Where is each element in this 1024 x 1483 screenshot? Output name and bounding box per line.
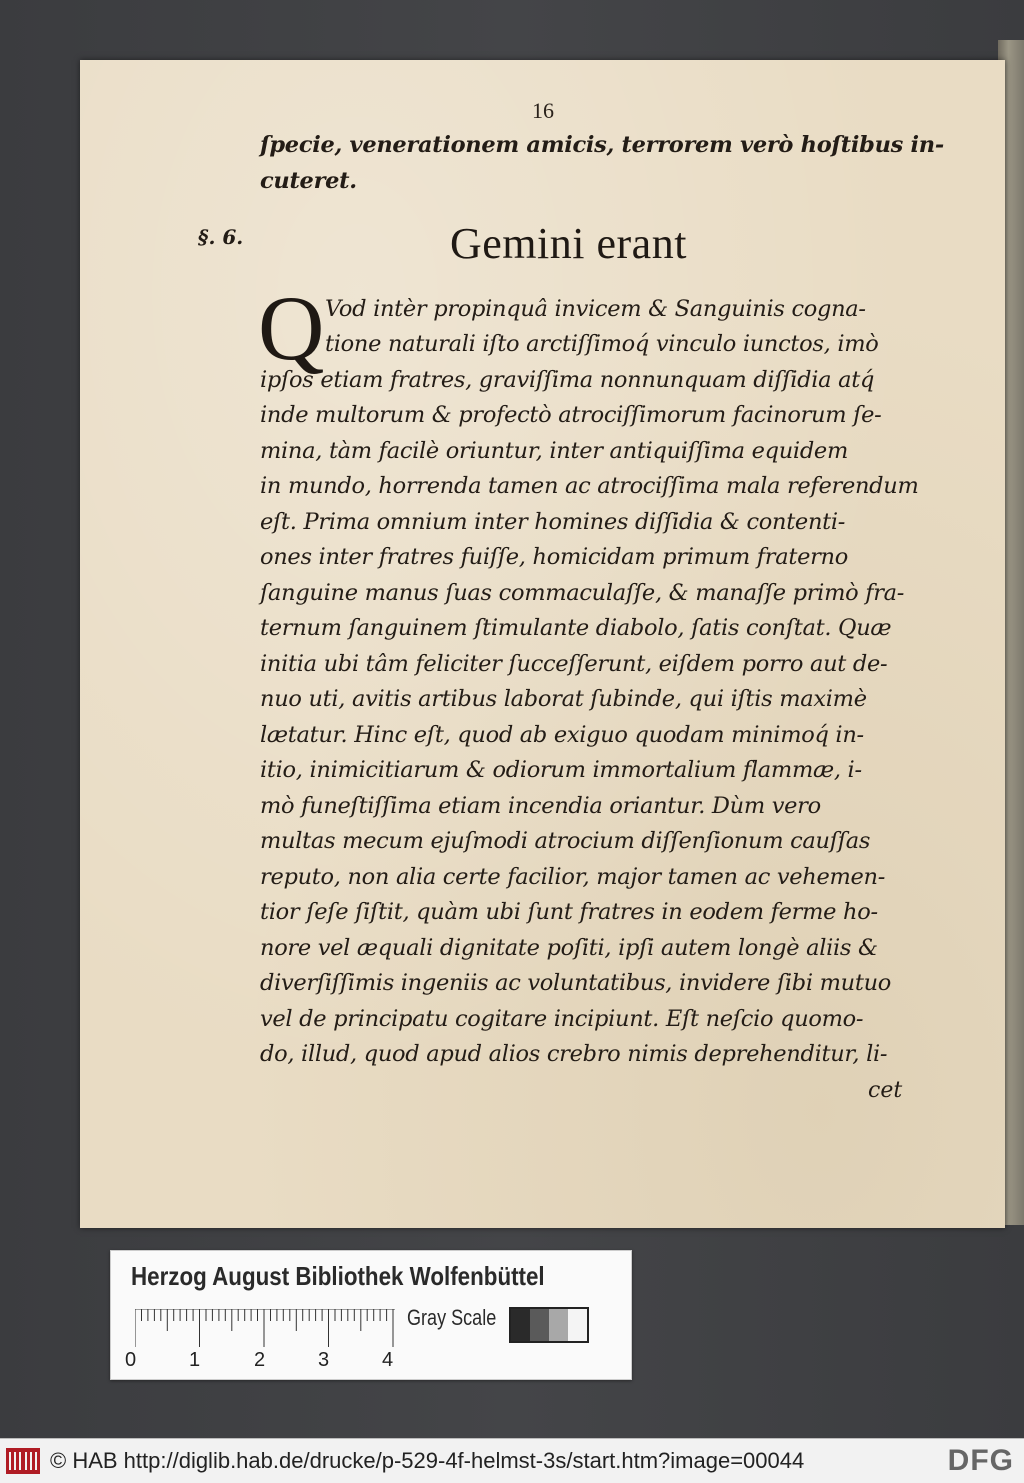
measurement-ruler xyxy=(135,1309,401,1349)
gray-swatch xyxy=(568,1309,587,1341)
body-line: in mundo, horrenda tamen ac atrociſſima mala referendum xyxy=(260,473,919,499)
catchword: cet xyxy=(868,1078,903,1103)
body-line: diverſiſſimis ingeniis ac voluntatibus, invidere ſibi mutuo xyxy=(260,970,892,996)
gray-swatch xyxy=(549,1309,568,1341)
body-line: do, illud, quod apud alios crebro nimis deprehenditur, li- xyxy=(260,1041,888,1067)
body-line: ternum ſanguinem ſtimulante diabolo, ſatis conſtat. Quæ xyxy=(260,615,892,641)
gray-swatch xyxy=(511,1309,530,1341)
body-line: tione naturali iſto arctiſſimoq́ vinculo iunctos, imò xyxy=(325,331,879,357)
ruler-number: 2 xyxy=(254,1349,266,1371)
text-line: ſpecie, venerationem amicis, terrorem verò hoſtibus in- xyxy=(260,132,944,158)
body-line: eſt. Prima omnium inter homines diſſidia & contenti- xyxy=(260,509,846,535)
body-line: inde multorum & profectò atrociſſimorum facinorum ſe- xyxy=(260,402,882,428)
text-line: cuteret. xyxy=(260,168,357,194)
body-line: tior ſeſe ſiſtit, quàm ubi ſunt fratres in eodem ferme ho- xyxy=(260,899,878,925)
library-name: Herzog August Bibliothek Wolfenbüttel xyxy=(131,1261,545,1291)
body-line: ſanguine manus ſuas commaculaſſe, & manaſſe primò fra- xyxy=(260,580,905,606)
body-line: itio, inimicitiarum & odiorum immortalium flammæ, i- xyxy=(260,757,862,783)
section-heading: Gemini erant xyxy=(450,219,687,268)
ruler-number: 0 xyxy=(125,1349,137,1371)
body-line: vel de principatu cogitare incipiunt. Eſt neſcio quomo- xyxy=(260,1006,864,1032)
library-label-card xyxy=(110,1250,632,1380)
ruler-number: 4 xyxy=(382,1349,394,1371)
dfg-logo: DFG xyxy=(947,1444,1014,1477)
body-line: reputo, non alia certe facilior, major tamen ac vehemen- xyxy=(260,864,886,890)
body-line: initia ubi tâm feliciter ſucceſſerunt, eiſdem porro aut de- xyxy=(260,651,888,677)
section-mark: §. 6. xyxy=(198,225,244,249)
body-line: ones inter fratres fuiſſe, homicidam primum fraterno xyxy=(260,544,848,570)
body-line: lætatur. Hinc eſt, quod ab exiguo quodam minimoq́ in- xyxy=(260,722,864,748)
body-line: Vod intèr propinquâ invicem & Sanguinis cogna- xyxy=(325,296,866,322)
body-line: mò funeſtiſſima etiam incendia oriantur. Dùm vero xyxy=(260,793,821,819)
page-number: 16 xyxy=(532,98,554,123)
gray-scale-swatches xyxy=(509,1307,589,1343)
gray-swatch xyxy=(530,1309,549,1341)
body-line: nore vel æquali dignitate poſiti, ipſi autem longè aliis & xyxy=(260,935,878,961)
ruler-number: 3 xyxy=(318,1349,330,1371)
gray-scale-label: Gray Scale xyxy=(407,1305,497,1330)
body-line: multas mecum ejuſmodi atrocium diſſenſionum cauſſas xyxy=(260,828,871,854)
drop-cap: Q xyxy=(258,277,325,379)
copyright-link[interactable]: © HAB http://diglib.hab.de/drucke/p-529-4f-helmst-3s/start.htm?image=00044 xyxy=(50,1448,805,1473)
book-page xyxy=(80,60,1005,1228)
ruler-number: 1 xyxy=(189,1349,201,1371)
body-line: ipſos etiam fratres, graviſſima nonnunquam diſſidia atq́ xyxy=(260,367,875,393)
hab-logo-icon xyxy=(6,1448,40,1474)
ruler-scale xyxy=(125,1349,415,1373)
body-line: nuo uti, avitis artibus laborat ſubinde, qui iſtis maximè xyxy=(260,686,867,712)
body-line: mina, tàm facilè oriuntur, inter antiquiſſima equidem xyxy=(260,438,848,464)
footer-bar xyxy=(0,1438,1024,1483)
